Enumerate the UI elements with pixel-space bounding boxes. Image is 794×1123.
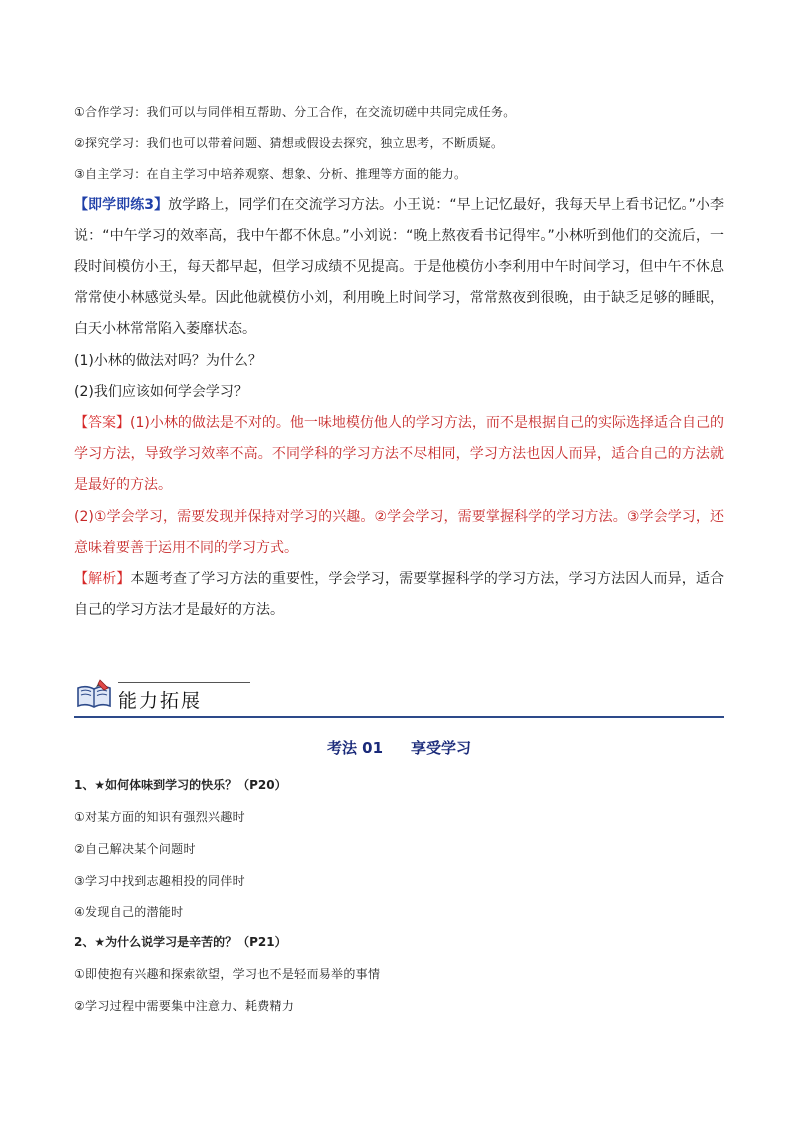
- question-1-item: ③学习中找到志趣相投的同伴时: [74, 874, 245, 888]
- exercise-paragraph: [74, 190, 724, 345]
- analysis-text: 本题考查了学习方法的重要性，学会学习，需要掌握科学的学习方法，学习方法因人而异，适合自己的学习方法才是最好的方法。: [74, 571, 725, 618]
- kaofa-name: 享受学习: [411, 739, 472, 757]
- analysis-tag: 【解析】: [74, 571, 131, 587]
- question-2-item: ①即使抱有兴趣和探索欲望，学习也不是轻而易举的事情: [74, 967, 381, 981]
- answer-paragraph-2: (2)①学会学习，需要发现并保持对学习的兴趣。②学会学习，需要掌握科学的学习方法。③学会学习，还意味着要善于运用不同的学习方式。: [74, 509, 724, 556]
- book-pen-icon: [74, 676, 114, 716]
- question-1-title: 1、★如何体味到学习的快乐？（P20）: [74, 778, 287, 792]
- exercise-tag: 【即学即练3】: [74, 197, 169, 213]
- exercise-text: 放学路上，同学们在交流学习方法。小王说：“早上记忆最好，我每天早上看书记忆。”小李说：“中午学习的效率高，我中午都不休息。”小刘说：“晚上熬夜看书记得牢。”小林听到他们的交流后，一段时间模仿小王，每天都早起，但学习成绩不见提高。于是他模仿小李利用中午时间学习，但中午不休息常常使小林感觉头晕。因此他就模仿小刘，利用晚上时间学习，常常熬夜到很晚，由于缺乏足够的睡眠，白天小林常常陷入萎靡状态。: [74, 197, 724, 337]
- kaofa-title: [74, 737, 724, 758]
- answer-part-1: (1)小林的做法是不对的。他一味地模仿他人的学习方法，而不是根据自己的实际选择适合自己的学习方法，导致学习效率不高。不同学科的学习方法不尽相同，学习方法也因人而异，适合自己的方法就是最好的方法。: [74, 415, 724, 493]
- answer-tag: 【答案】: [74, 415, 131, 431]
- kaofa-label: 考法 01: [326, 739, 384, 757]
- method-autonomous: ③自主学习：在自主学习中培养观察、想象、分析、推理等方面的能力。: [74, 167, 467, 181]
- header-top-rule: [118, 682, 250, 683]
- question-1-item: ①对某方面的知识有强烈兴趣时: [74, 810, 245, 824]
- method-inquiry: ②探究学习：我们也可以带着问题、猜想或假设去探究，独立思考，不断质疑。: [74, 136, 504, 150]
- section-header: [74, 676, 724, 720]
- answer-paragraph-1: [74, 408, 724, 501]
- question-1-item: ④发现自己的潜能时: [74, 905, 184, 919]
- exercise-question-1: (1)小林的做法对吗？为什么？: [74, 353, 262, 369]
- header-bottom-rule: [74, 716, 724, 718]
- question-2-title: 2、★为什么说学习是辛苦的？（P21）: [74, 935, 287, 949]
- section-title: 能力拓展: [118, 690, 203, 712]
- exercise-question-2: (2)我们应该如何学会学习？: [74, 384, 248, 400]
- analysis-paragraph: [74, 564, 724, 626]
- question-1-item: ②自己解决某个问题时: [74, 842, 196, 856]
- method-cooperative: ①合作学习：我们可以与同伴相互帮助、分工合作，在交流切磋中共同完成任务。: [74, 105, 516, 119]
- question-2-item: ②学习过程中需要集中注意力、耗费精力: [74, 999, 295, 1013]
